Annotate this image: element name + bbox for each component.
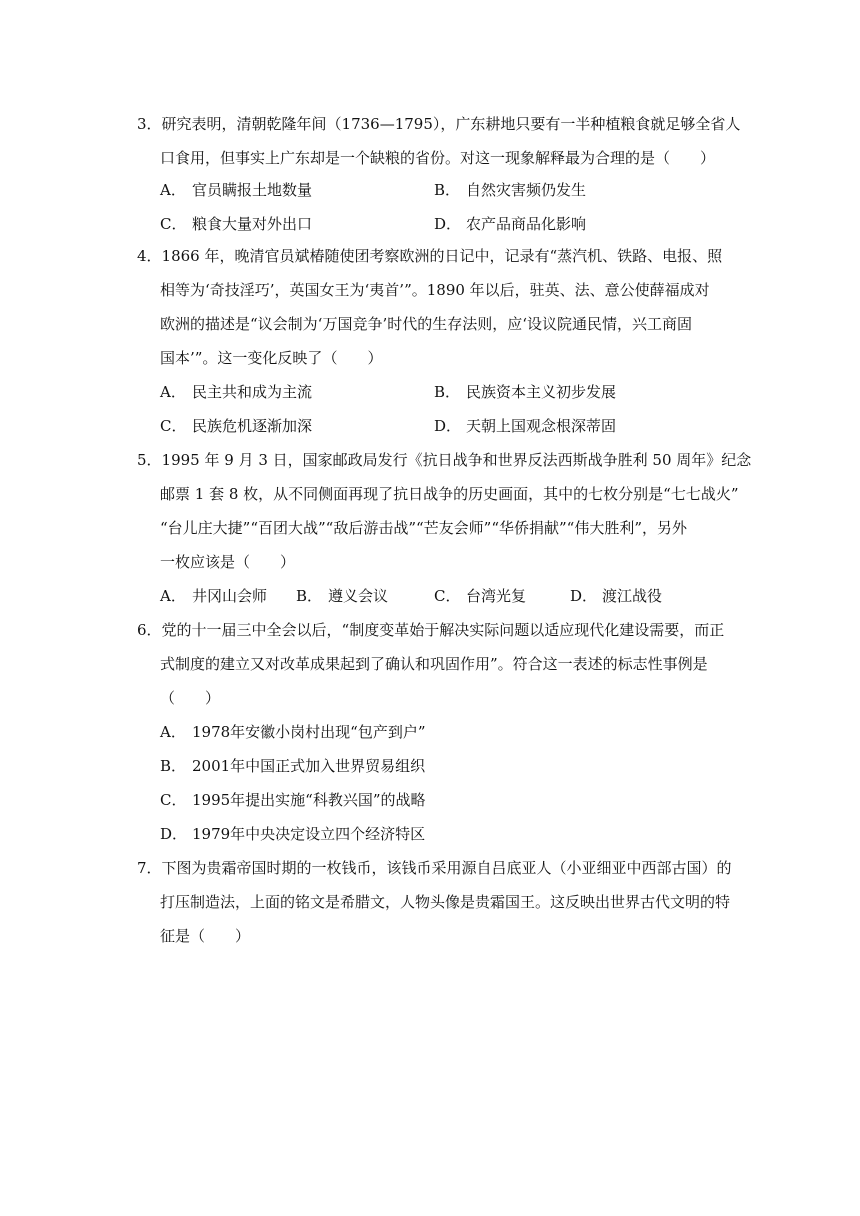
question-6-option-b [160, 756, 425, 776]
question-4-option-b [434, 382, 616, 402]
question-5-option-b [296, 586, 388, 606]
question-6-option-c [160, 790, 426, 810]
question-5-option-c [434, 586, 526, 606]
option-letter: C． [160, 417, 187, 435]
question-3-number: 3． [137, 115, 162, 133]
option-letter: B． [160, 757, 187, 775]
option-text: 粮食大量对外出口 [192, 215, 313, 233]
question-4-option-d [434, 416, 616, 436]
option-letter: A． [160, 181, 186, 199]
question-3-option-d [434, 214, 586, 234]
question-5-option-a [160, 586, 267, 606]
question-7-line-1 [137, 858, 732, 878]
question-6-line-3: （ ） [160, 689, 221, 707]
option-letter: C． [434, 587, 461, 605]
question-5-number: 5． [137, 451, 162, 469]
question-4-line-3: 欧洲的描述是“议会制为‘万国竞争’时代的生存法则，应‘设议院通民情，兴工商固 [160, 315, 692, 333]
question-3-line-1 [137, 114, 740, 134]
question-4-number: 4． [137, 247, 162, 265]
option-letter: B． [434, 383, 461, 401]
question-5-text: 1995 年 9 月 3 日，国家邮政局发行《抗日战争和世界反法西斯战争胜利 50 周年》纪念 [161, 451, 752, 469]
question-5-line-3: “台儿庄大捷”“百团大战”“敌后游击战”“芒友会师”“华侨捐献”“伟大胜利”，另外 [160, 519, 688, 537]
question-7-text: 下图为贵霜帝国时期的一枚钱币，该钱币采用源自吕底亚人（小亚细亚中西部古国）的 [161, 859, 732, 877]
question-6-option-d [160, 824, 425, 844]
question-4-line-1 [137, 246, 722, 266]
option-text: 天朝上国观念根深蒂固 [466, 417, 617, 435]
option-text: 渡江战役 [602, 587, 663, 605]
option-letter: D． [570, 587, 598, 605]
question-6-line-2: 式制度的建立又对改革成果起到了确认和巩固作用”。符合这一表述的标志性事例是 [160, 655, 708, 673]
option-text: 1979年中央决定设立四个经济特区 [192, 825, 426, 843]
option-text: 自然灾害频仍发生 [466, 181, 587, 199]
option-text: 官员瞒报土地数量 [192, 181, 313, 199]
question-5-line-4: 一枚应该是（ ） [160, 553, 296, 571]
option-letter: A． [160, 587, 186, 605]
question-7-line-2: 打压制造法，上面的铭文是希腊文，人物头像是贵霜国王。这反映出世界古代文明的特 [160, 893, 731, 911]
option-letter: A． [160, 383, 186, 401]
question-6-line-1 [137, 620, 724, 640]
question-7-number: 7． [137, 859, 162, 877]
option-letter: B． [296, 587, 323, 605]
question-4-text: 1866 年，晚清官员斌椿随使团考察欧洲的日记中，记录有“蒸汽机、铁路、电报、照 [161, 247, 723, 265]
question-3-text: 研究表明，清朝乾隆年间（1736—1795），广东耕地只要有一半种植粮食就足够全省人 [161, 115, 741, 133]
question-4-line-4: 国本’”。这一变化反映了（ ） [160, 349, 383, 367]
question-3-option-b [434, 180, 586, 200]
question-6-number: 6． [137, 621, 162, 639]
option-text: 1978年安徽小岗村出现“包产到户” [192, 723, 426, 741]
option-letter: D． [160, 825, 188, 843]
question-4-option-a [160, 382, 312, 402]
question-6-text: 党的十一届三中全会以后，“制度变革始于解决实际问题以适应现代化建设需要，而正 [161, 621, 725, 639]
option-letter: C． [160, 215, 187, 233]
option-text: 农产品商品化影响 [466, 215, 587, 233]
option-text: 民族资本主义初步发展 [466, 383, 617, 401]
option-text: 民族危机逐渐加深 [192, 417, 313, 435]
option-letter: D． [434, 417, 462, 435]
question-4-line-2: 相等为‘奇技淫巧’，英国女王为‘夷首’”。1890 年以后，驻英、法、意公使薛福成对 [160, 281, 710, 299]
option-letter: C． [160, 791, 187, 809]
option-text: 1995年提出实施“科教兴国”的战略 [192, 791, 426, 809]
question-6-option-a [160, 722, 426, 742]
option-text: 民主共和成为主流 [192, 383, 313, 401]
question-5-line-2: 邮票 1 套 8 枚，从不同侧面再现了抗日战争的历史画面，其中的七枚分别是“七七战火” [160, 485, 739, 503]
question-5-option-d [570, 586, 662, 606]
option-letter: D． [434, 215, 462, 233]
question-3-option-a [160, 180, 312, 200]
option-text: 井冈山会师 [192, 587, 268, 605]
question-5-line-1 [137, 450, 751, 470]
option-text: 遵义会议 [328, 587, 389, 605]
option-letter: A． [160, 723, 186, 741]
question-3-line-2: 口食用，但事实上广东却是一个缺粮的省份。对这一现象解释最为合理的是（ ） [160, 149, 716, 167]
option-text: 2001年中国正式加入世界贸易组织 [192, 757, 426, 775]
option-letter: B． [434, 181, 461, 199]
question-4-option-c [160, 416, 312, 436]
question-7-line-3: 征是（ ） [160, 927, 251, 945]
option-text: 台湾光复 [466, 587, 527, 605]
question-3-option-c [160, 214, 312, 234]
